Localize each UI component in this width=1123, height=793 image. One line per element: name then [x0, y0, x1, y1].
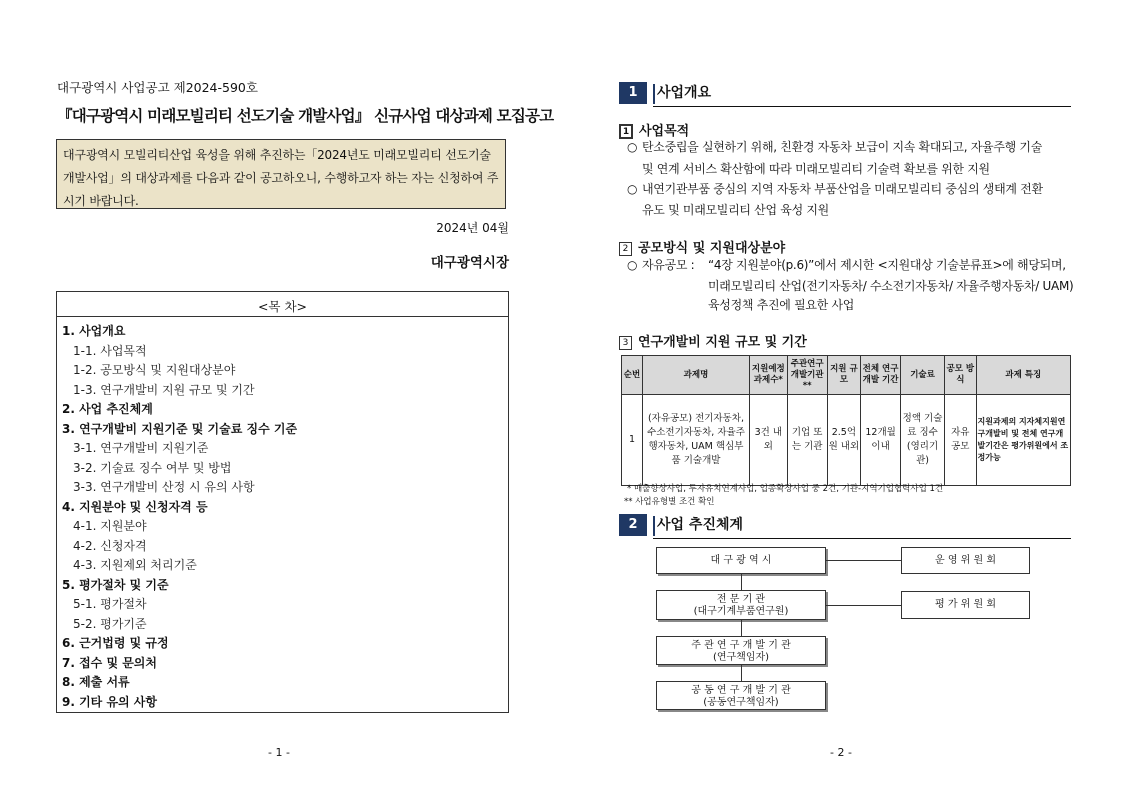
budget-table: [621, 355, 1071, 486]
table-row: [622, 395, 1071, 486]
toc-item: 3-2. 기술료 징수 여부 및 방법: [73, 460, 232, 475]
purpose-item-1: ○ 탄소중립을 실현하기 위해, 친환경 자동차 보급이 지속 확대되고, 자율주행 기술: [627, 140, 1043, 154]
toc-item: 5-1. 평가절차: [73, 597, 147, 611]
purpose-item-2-cont: 유도 및 미래모빌리티 산업 육성 지원: [642, 203, 829, 217]
method-item: ○ 자유공모 : “4장 지원분야(p.6)”에서 제시한 <지원대상 기술분류표>에 해당되며,: [627, 258, 1066, 272]
col-header: 주관연구 개발기관**: [787, 356, 827, 395]
toc-item: 2. 사업 추진체계: [62, 402, 153, 416]
section-number: 1: [619, 82, 647, 104]
toc-item: 1-3. 연구개발비 지원 규모 및 기간: [73, 382, 255, 397]
toc-item: 5. 평가절차 및 기준: [62, 577, 169, 592]
col-header: 지원예정 과제수*: [749, 356, 787, 395]
intro-box: 대구광역시 모빌리티산업 육성을 위해 추진하는「2024년도 미래모빌리티 선도기술 개발사업」의 대상과제를 다음과 같이 공고하오니, 수행하고자 하는 자는 신청하여 주시기 바랍니다.: [56, 139, 506, 209]
toc-item: 1. 사업개요: [62, 324, 126, 338]
org-lead-institution: [656, 636, 826, 665]
cell-name: (자유공모) 전기자동차, 수소전기자동차, 자율주행자동차, UAM 핵심부품 기술개발: [642, 395, 749, 486]
subsection-title: 공모방식 및 지원대상분야: [638, 241, 786, 256]
cell-count: 3건 내외: [749, 395, 787, 486]
subsection-number: 2: [619, 242, 632, 256]
toc-item: 3. 연구개발비 지원기준 및 기술료 징수 기준: [62, 421, 298, 436]
method-line-3: 육성정책 추진에 필요한 사업: [708, 298, 855, 312]
org-expert-agency: [656, 590, 826, 620]
table-header-row: [622, 356, 1071, 395]
cell-org: 기업 또는 기관: [787, 395, 827, 486]
cell-no: 1: [622, 395, 643, 486]
toc-item: 5-2. 평가기준: [73, 616, 147, 631]
org-joint-institution: [656, 681, 826, 710]
page-number-2: - 2 -: [830, 746, 852, 759]
org-expert-label: 전 문 기 관: [716, 594, 766, 605]
purpose-item-2: ○ 내연기관부품 중심의 지역 자동차 부품산업을 미래모빌리티 중심의 생태계 전환: [627, 182, 1043, 196]
page-title: 『대구광역시 미래모빌리티 선도기술 개발사업』 신규사업 대상과제 모집공고: [57, 107, 554, 125]
col-header: 과제 특징: [976, 356, 1070, 395]
cell-fee: 정액 기술료 징수 (영리기관): [901, 395, 945, 486]
toc-item: 3-3. 연구개발비 산정 시 유의 사항: [73, 480, 255, 494]
col-header: 지원 규모: [827, 356, 861, 395]
toc-item: 4. 지원분야 및 신청자격 등: [62, 499, 208, 514]
toc-list: [62, 322, 502, 712]
issuer: 대구광역시장: [430, 255, 509, 271]
method-line-2: 미래모빌리티 산업(전기자동차/ 수소전기자동차/ 자율주행자동차/ UAM): [708, 279, 1074, 293]
cell-scale: 2.5억원 내외: [827, 395, 861, 486]
org-joint-label: 공 동 연 구 개 발 기 관: [691, 685, 791, 696]
org-city: 대 구 광 역 시: [656, 547, 826, 574]
toc-item: 1-2. 공모방식 및 지원대상분야: [73, 363, 236, 377]
toc-item: 3-1. 연구개발비 지원기준: [73, 441, 209, 455]
notice-date: 2024년 04월: [436, 221, 509, 235]
subsection-number: 1: [619, 124, 633, 139]
col-header: 공모 방식: [945, 356, 976, 395]
subsection-title: 연구개발비 지원 규모 및 기간: [638, 335, 807, 350]
col-header: 순번: [622, 356, 643, 395]
notice-number: 대구광역시 사업공고 제2024-590호: [57, 80, 258, 95]
toc-item: 1-1. 사업목적: [73, 343, 147, 358]
cell-method: 자유 공모: [945, 395, 976, 486]
toc-item: 9. 기타 유의 사항: [62, 694, 157, 709]
col-header: 기술료: [901, 356, 945, 395]
toc-item: 6. 근거법령 및 규정: [62, 636, 169, 650]
col-header: 과제명: [642, 356, 749, 395]
toc-title: <목 차>: [257, 299, 308, 314]
table-note-1: * 매출향상사업, 투자유치연계사업, 업종확장사업 중 2건, 기관-지역기업협력사업 1건: [627, 484, 944, 494]
org-lead-label: 주 관 연 구 개 발 기 관: [691, 640, 791, 651]
subsection-number: 3: [619, 336, 632, 350]
subsection-budget: [619, 331, 807, 350]
col-header: 전체 연구개발 기간: [861, 356, 901, 395]
page-number-1: - 1 -: [268, 746, 290, 759]
org-joint-sub: (공동연구책임자): [703, 697, 779, 708]
cell-feature: 지원과제의 지자체지원연구개발비 및 전체 연구개발기간은 평가위원에서 조정가능: [976, 395, 1070, 486]
section-title: 사업 추진체계: [657, 517, 744, 533]
table-note-2: ** 사업유형별 조건 확인: [624, 497, 715, 507]
purpose-item-1-cont: 및 연계 서비스 확산함에 따라 미래모빌리티 기술력 확보를 위한 지원: [642, 162, 990, 176]
toc-item: 7. 접수 및 문의처: [62, 655, 157, 670]
toc-item: 4-2. 신청자격: [73, 538, 147, 553]
table-of-contents: [56, 291, 509, 713]
section-1-header: [619, 82, 1071, 104]
org-lead-sub: (연구책임자): [712, 652, 770, 663]
section-number: 2: [619, 514, 647, 536]
section-2-header: [619, 514, 1071, 536]
toc-item: 8. 제출 서류: [62, 675, 130, 689]
cell-period: 12개월 이내: [861, 395, 901, 486]
toc-item: 4-3. 지원제외 처리기준: [73, 558, 197, 572]
org-expert-sub: (대구기계부품연구원): [693, 606, 789, 617]
org-eval-committee: 평 가 위 원 회: [901, 591, 1030, 619]
toc-item: 4-1. 지원분야: [73, 519, 147, 533]
section-title: 사업개요: [657, 85, 712, 101]
org-ops-committee: 운 영 위 원 회: [901, 547, 1030, 574]
subsection-title: 사업목적: [639, 124, 690, 139]
